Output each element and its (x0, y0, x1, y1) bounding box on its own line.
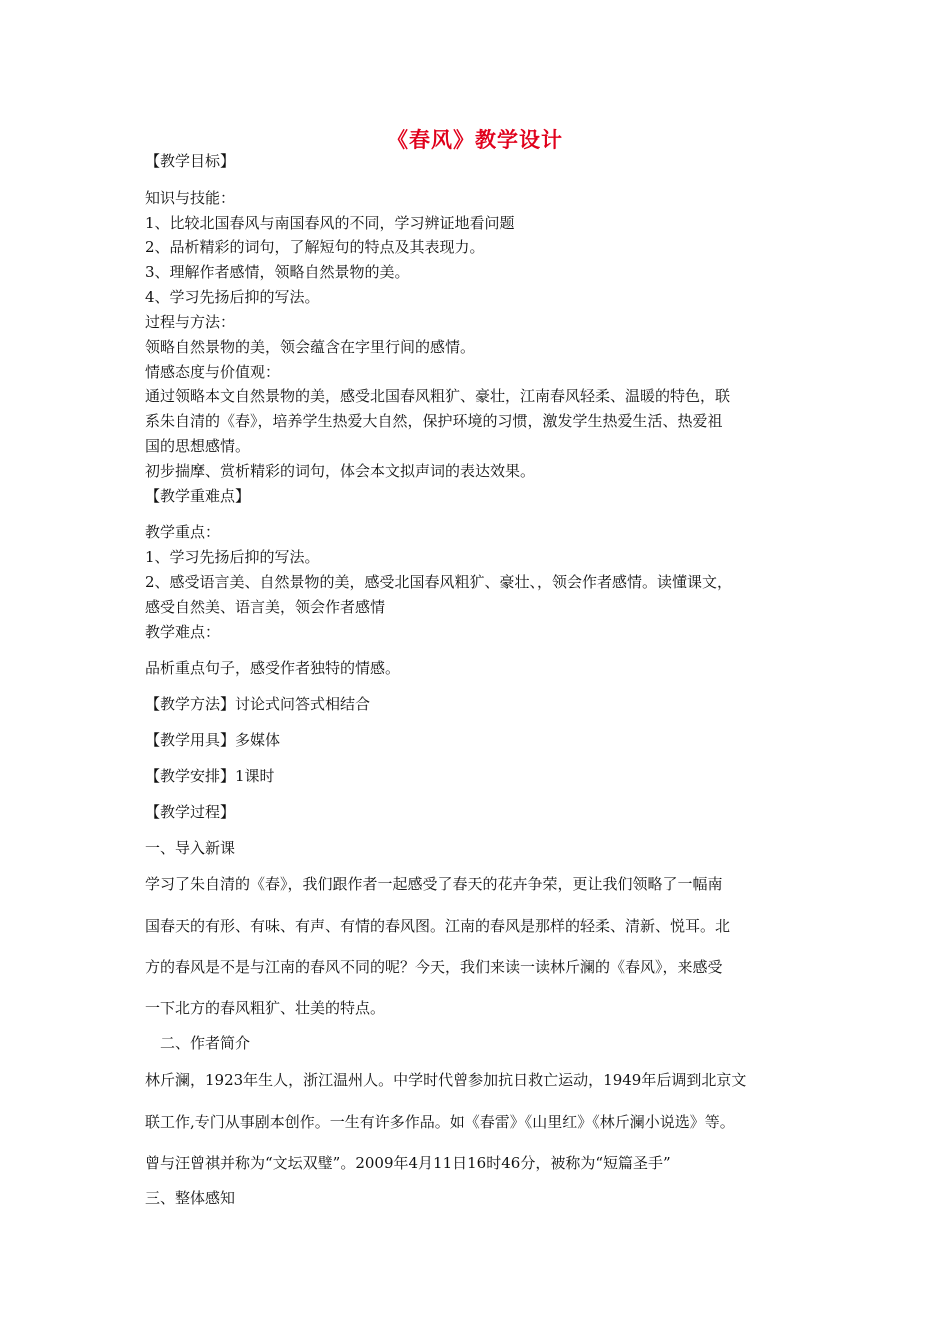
teaching-tools: 【教学用具】多媒体 (145, 731, 281, 749)
teaching-schedule: 【教学安排】1课时 (145, 767, 275, 785)
attitude-text-line-3: 国的思想感情。 (145, 437, 251, 455)
heading-teaching-process: 【教学过程】 (145, 803, 236, 821)
section-2-heading: 二、作者简介 (160, 1034, 251, 1052)
key-point-2-line-1: 2、感受语言美、自然景物的美，感受北国春风粗犷、豪壮、，领会作者感情。读懂课文， (145, 573, 733, 591)
heading-key-difficult-points: 【教学重难点】 (145, 487, 251, 505)
intro-line-2: 国春天的有形、有味、有声、有情的春风图。江南的春风是那样的轻柔、清新、悦耳。北 (145, 917, 731, 935)
goal-item-4: 4、学习先扬后抑的写法。 (145, 288, 320, 306)
section-3-heading: 三、整体感知 (145, 1189, 236, 1207)
goal-item-3: 3、理解作者感情，领略自然景物的美。 (145, 263, 410, 281)
intro-line-4: 一下北方的春风粗犷、壮美的特点。 (145, 999, 386, 1017)
attitude-text-line-4: 初步揣摩、赏析精彩的词句，体会本文拟声词的表达效果。 (145, 462, 536, 480)
intro-line-1: 学习了朱自清的《春》，我们跟作者一起感受了春天的花卉争荣，更让我们领略了一幅南 (145, 875, 723, 893)
intro-line-3: 方的春风是不是与江南的春风不同的呢？今天，我们来读一读林斤澜的《春风》，来感受 (145, 958, 723, 976)
label-process-method: 过程与方法： (145, 313, 236, 331)
key-point-2-line-2: 感受自然美、语言美，领会作者感情 (145, 598, 386, 616)
goal-item-2: 2、品析精彩的词句，了解短句的特点及其表现力。 (145, 238, 485, 256)
key-point-1: 1、学习先扬后抑的写法。 (145, 548, 320, 566)
difficult-point-text: 品析重点句子，感受作者独特的情感。 (145, 659, 401, 677)
attitude-text-line-2: 系朱自清的《春》，培养学生热爱大自然，保护环境的习惯，激发学生热爱生活、热爱祖 (145, 412, 723, 430)
author-line-3: 曾与汪曾祺并称为“文坛双璧”。2009年4月11日16时46分，被称为“短篇圣手” (145, 1154, 671, 1172)
label-difficult-points: 教学难点： (145, 623, 221, 641)
teaching-method: 【教学方法】讨论式问答式相结合 (145, 695, 371, 713)
process-method-text: 领略自然景物的美，领会蕴含在字里行间的感情。 (145, 338, 476, 356)
label-attitude-values: 情感态度与价值观： (145, 363, 281, 381)
heading-teaching-goals: 【教学目标】 (145, 152, 236, 170)
attitude-text-line-1: 通过领略本文自然景物的美，感受北国春风粗犷、豪壮，江南春风轻柔、温暖的特色，联 (145, 387, 731, 405)
document-title: 《春风》教学设计 (387, 127, 563, 152)
author-line-1: 林斤澜，1923年生人，浙江温州人。中学时代曾参加抗日救亡运动，1949年后调到北京文 (145, 1071, 747, 1089)
label-key-points: 教学重点： (145, 523, 221, 541)
section-1-heading: 一、导入新课 (145, 839, 236, 857)
label-knowledge-skills: 知识与技能： (145, 189, 236, 207)
goal-item-1: 1、比较北国春风与南国春风的不同，学习辨证地看问题 (145, 214, 515, 232)
author-line-2: 联工作,专门从事剧本创作。一生有许多作品。如《春雷》《山里红》《林斤澜小说选》等。 (145, 1113, 735, 1131)
